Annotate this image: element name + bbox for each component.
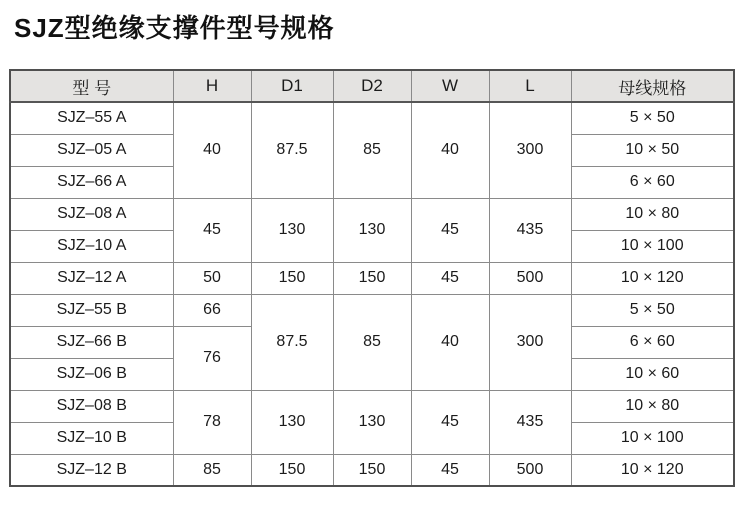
d2-cell: 150 <box>333 454 411 486</box>
header-l: L <box>489 70 571 102</box>
model-cell: SJZ–66 B <box>10 326 173 358</box>
busbar-cell: 10 × 120 <box>571 454 734 486</box>
d1-cell: 130 <box>251 390 333 454</box>
d2-cell: 150 <box>333 262 411 294</box>
busbar-cell: 10 × 80 <box>571 390 734 422</box>
model-cell: SJZ–08 A <box>10 198 173 230</box>
spec-table-header <box>10 70 734 102</box>
model-cell: SJZ–08 B <box>10 390 173 422</box>
table-row <box>10 102 734 134</box>
l-cell: 435 <box>489 198 571 262</box>
w-cell: 45 <box>411 262 489 294</box>
model-cell: SJZ–55 A <box>10 102 173 134</box>
header-w: W <box>411 70 489 102</box>
model-cell: SJZ–05 A <box>10 134 173 166</box>
l-cell: 500 <box>489 262 571 294</box>
busbar-cell: 10 × 60 <box>571 358 734 390</box>
w-cell: 40 <box>411 102 489 198</box>
spec-table-body <box>10 102 734 486</box>
w-cell: 45 <box>411 390 489 454</box>
table-row <box>10 198 734 230</box>
w-cell: 45 <box>411 454 489 486</box>
busbar-cell: 5 × 50 <box>571 102 734 134</box>
h-cell: 85 <box>173 454 251 486</box>
h-cell: 40 <box>173 102 251 198</box>
busbar-cell: 5 × 50 <box>571 294 734 326</box>
d2-cell: 85 <box>333 294 411 390</box>
busbar-cell: 6 × 60 <box>571 166 734 198</box>
busbar-cell: 10 × 80 <box>571 198 734 230</box>
table-row <box>10 294 734 326</box>
d1-cell: 150 <box>251 262 333 294</box>
table-row <box>10 390 734 422</box>
model-cell: SJZ–55 B <box>10 294 173 326</box>
h-cell: 66 <box>173 294 251 326</box>
model-cell: SJZ–12 B <box>10 454 173 486</box>
header-model: 型 号 <box>10 70 173 102</box>
busbar-cell: 6 × 60 <box>571 326 734 358</box>
l-cell: 300 <box>489 102 571 198</box>
w-cell: 40 <box>411 294 489 390</box>
header-row <box>10 70 734 102</box>
w-cell: 45 <box>411 198 489 262</box>
d1-cell: 150 <box>251 454 333 486</box>
model-cell: SJZ–12 A <box>10 262 173 294</box>
busbar-cell: 10 × 120 <box>571 262 734 294</box>
h-cell: 76 <box>173 326 251 390</box>
header-busbar: 母线规格 <box>571 70 734 102</box>
l-cell: 435 <box>489 390 571 454</box>
busbar-cell: 10 × 100 <box>571 230 734 262</box>
h-cell: 45 <box>173 198 251 262</box>
busbar-cell: 10 × 100 <box>571 422 734 454</box>
table-row <box>10 262 734 294</box>
l-cell: 300 <box>489 294 571 390</box>
d1-cell: 87.5 <box>251 294 333 390</box>
busbar-cell: 10 × 50 <box>571 134 734 166</box>
d2-cell: 85 <box>333 102 411 198</box>
header-h: H <box>173 70 251 102</box>
h-cell: 78 <box>173 390 251 454</box>
page-title: SJZ型绝缘支撑件型号规格 <box>14 13 335 43</box>
spec-table <box>9 69 735 487</box>
model-cell: SJZ–10 A <box>10 230 173 262</box>
model-cell: SJZ–66 A <box>10 166 173 198</box>
d2-cell: 130 <box>333 390 411 454</box>
d1-cell: 87.5 <box>251 102 333 198</box>
l-cell: 500 <box>489 454 571 486</box>
d2-cell: 130 <box>333 198 411 262</box>
model-cell: SJZ–06 B <box>10 358 173 390</box>
table-row <box>10 454 734 486</box>
header-d1: D1 <box>251 70 333 102</box>
h-cell: 50 <box>173 262 251 294</box>
model-cell: SJZ–10 B <box>10 422 173 454</box>
header-d2: D2 <box>333 70 411 102</box>
d1-cell: 130 <box>251 198 333 262</box>
